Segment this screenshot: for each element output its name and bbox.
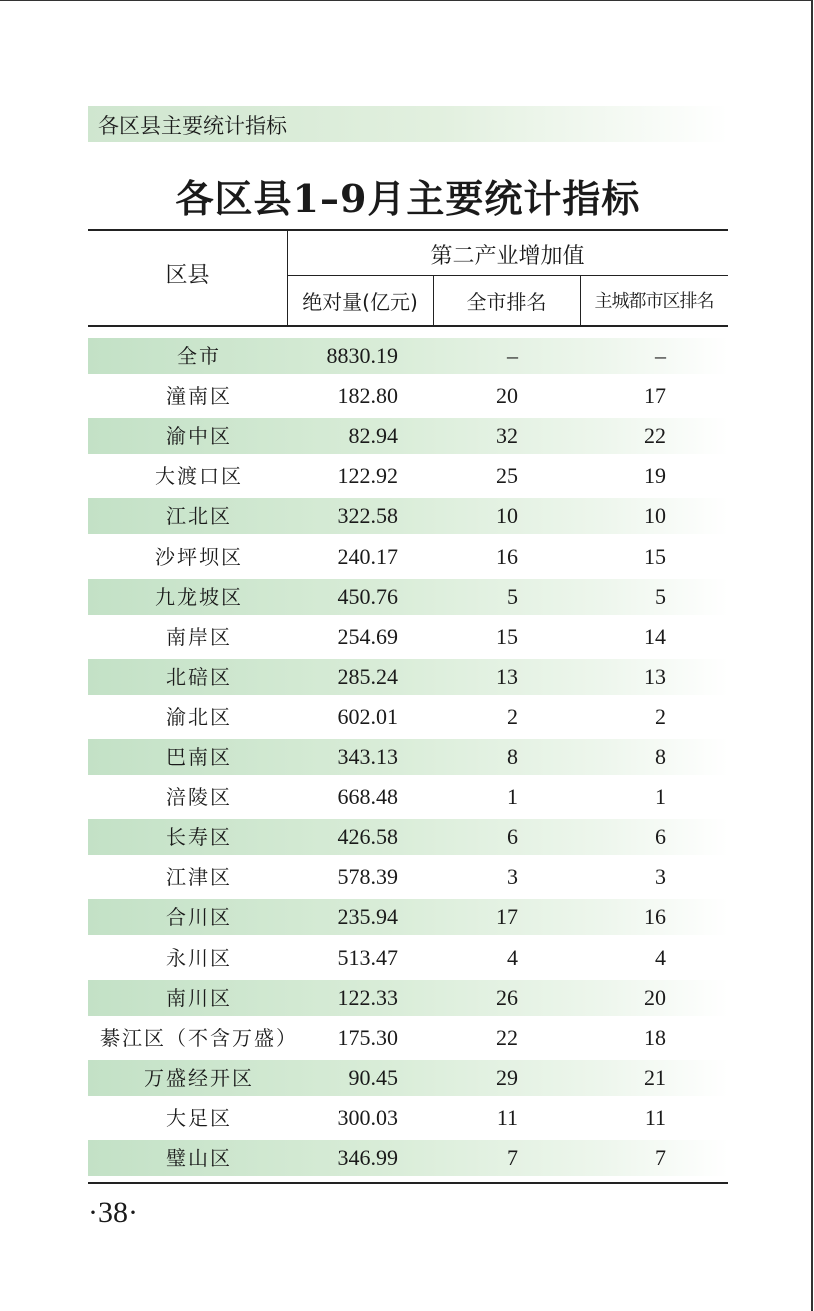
table-top-rule xyxy=(88,229,728,231)
city-rank: – xyxy=(507,343,518,368)
district-name: 渝北区 xyxy=(166,705,232,729)
district-name: 綦江区（不含万盛） xyxy=(100,1026,298,1050)
absolute-value: 122.92 xyxy=(337,463,398,488)
table-bottom-rule xyxy=(88,1182,728,1184)
absolute-value: 240.17 xyxy=(337,544,398,569)
district-name: 潼南区 xyxy=(166,384,232,408)
district-name: 大足区 xyxy=(166,1106,232,1130)
main-city-rank: 1 xyxy=(655,784,666,809)
main-city-rank: 17 xyxy=(644,383,666,408)
main-city-rank: 8 xyxy=(655,744,666,769)
table-row xyxy=(88,659,728,695)
header-group-rule xyxy=(287,275,728,276)
table-row xyxy=(88,1020,728,1056)
district-name: 南川区 xyxy=(166,986,232,1010)
table-row xyxy=(88,859,728,895)
main-city-rank: 21 xyxy=(644,1065,666,1090)
main-city-rank: 16 xyxy=(644,904,666,929)
main-city-rank: – xyxy=(655,343,666,368)
city-rank: 6 xyxy=(507,824,518,849)
section-label: 各区县主要统计指标 xyxy=(98,114,287,138)
absolute-value: 285.24 xyxy=(337,664,398,689)
main-city-rank: 5 xyxy=(655,584,666,609)
table-row xyxy=(88,1140,728,1176)
district-name: 江北区 xyxy=(166,504,232,528)
city-rank: 16 xyxy=(496,544,518,569)
page-title: 各区县1–9月主要统计指标 xyxy=(175,176,641,221)
table-row xyxy=(88,338,728,374)
absolute-value: 578.39 xyxy=(337,864,398,889)
table-row xyxy=(88,579,728,615)
main-city-rank: 3 xyxy=(655,864,666,889)
table-row xyxy=(88,458,728,494)
header-bottom-rule xyxy=(88,325,728,327)
city-rank: 32 xyxy=(496,423,518,448)
main-city-rank: 10 xyxy=(644,503,666,528)
city-rank: 13 xyxy=(496,664,518,689)
absolute-value: 668.48 xyxy=(337,784,398,809)
table-row xyxy=(88,1100,728,1136)
district-name: 巴南区 xyxy=(166,745,232,769)
city-rank: 4 xyxy=(507,945,518,970)
main-city-rank: 19 xyxy=(644,463,666,488)
table-row xyxy=(88,539,728,575)
absolute-value: 82.94 xyxy=(348,423,398,448)
header-secondary-industry: 第二产业增加值 xyxy=(430,244,585,269)
absolute-value: 602.01 xyxy=(337,704,398,729)
table-row xyxy=(88,940,728,976)
district-name: 渝中区 xyxy=(166,424,232,448)
city-rank: 26 xyxy=(496,985,518,1010)
district-name: 九龙坡区 xyxy=(155,585,243,609)
absolute-value: 346.99 xyxy=(337,1145,398,1170)
city-rank: 15 xyxy=(496,624,518,649)
absolute-value: 8830.19 xyxy=(326,343,398,368)
city-rank: 11 xyxy=(496,1105,518,1130)
main-city-rank: 13 xyxy=(644,664,666,689)
table-row xyxy=(88,899,728,935)
city-rank: 10 xyxy=(496,503,518,528)
city-rank: 25 xyxy=(496,463,518,488)
page-number: ·38· xyxy=(88,1196,138,1229)
absolute-value: 182.80 xyxy=(337,383,398,408)
main-city-rank: 11 xyxy=(644,1105,666,1130)
table-row xyxy=(88,980,728,1016)
table-row xyxy=(88,779,728,815)
header-main-city-rank: 主城都市区排名 xyxy=(594,291,714,312)
table-row xyxy=(88,378,728,414)
main-city-rank: 20 xyxy=(644,985,666,1010)
absolute-value: 254.69 xyxy=(337,624,398,649)
district-name: 全市 xyxy=(177,344,221,368)
city-rank: 5 xyxy=(507,584,518,609)
absolute-value: 90.45 xyxy=(348,1065,398,1090)
city-rank: 2 xyxy=(507,704,518,729)
city-rank: 7 xyxy=(507,1145,518,1170)
table-row xyxy=(88,819,728,855)
absolute-value: 426.58 xyxy=(337,824,398,849)
absolute-value: 175.30 xyxy=(337,1025,398,1050)
absolute-value: 450.76 xyxy=(337,584,398,609)
absolute-value: 343.13 xyxy=(337,744,398,769)
city-rank: 17 xyxy=(496,904,518,929)
main-city-rank: 2 xyxy=(655,704,666,729)
district-name: 璧山区 xyxy=(166,1146,232,1170)
district-name: 永川区 xyxy=(166,946,232,970)
header-absolute: 绝对量(亿元) xyxy=(302,290,418,314)
main-city-rank: 7 xyxy=(655,1145,666,1170)
absolute-value: 235.94 xyxy=(337,904,398,929)
table-row xyxy=(88,418,728,454)
city-rank: 29 xyxy=(496,1065,518,1090)
page-frame-right xyxy=(811,0,813,1311)
absolute-value: 513.47 xyxy=(337,945,398,970)
absolute-value: 300.03 xyxy=(337,1105,398,1130)
main-city-rank: 18 xyxy=(644,1025,666,1050)
district-name: 南岸区 xyxy=(166,625,232,649)
district-name: 合川区 xyxy=(166,905,232,929)
main-city-rank: 6 xyxy=(655,824,666,849)
table-row xyxy=(88,1060,728,1096)
district-name: 万盛经开区 xyxy=(144,1066,254,1090)
city-rank: 1 xyxy=(507,784,518,809)
district-name: 涪陵区 xyxy=(166,785,232,809)
table-row xyxy=(88,498,728,534)
table-row xyxy=(88,739,728,775)
page-frame-top xyxy=(0,0,812,1)
district-name: 长寿区 xyxy=(166,825,232,849)
district-name: 沙坪坝区 xyxy=(155,545,243,569)
city-rank: 3 xyxy=(507,864,518,889)
district-name: 江津区 xyxy=(166,865,232,889)
city-rank: 8 xyxy=(507,744,518,769)
absolute-value: 322.58 xyxy=(337,503,398,528)
district-name: 北碚区 xyxy=(166,665,232,689)
table-row xyxy=(88,619,728,655)
main-city-rank: 14 xyxy=(644,624,666,649)
table-row xyxy=(88,699,728,735)
main-city-rank: 22 xyxy=(644,423,666,448)
district-name: 大渡口区 xyxy=(155,464,243,488)
header-district: 区县 xyxy=(165,263,210,288)
city-rank: 20 xyxy=(496,383,518,408)
header-city-rank: 全市排名 xyxy=(466,290,547,314)
absolute-value: 122.33 xyxy=(337,985,398,1010)
city-rank: 22 xyxy=(496,1025,518,1050)
main-city-rank: 15 xyxy=(644,544,666,569)
main-city-rank: 4 xyxy=(655,945,666,970)
